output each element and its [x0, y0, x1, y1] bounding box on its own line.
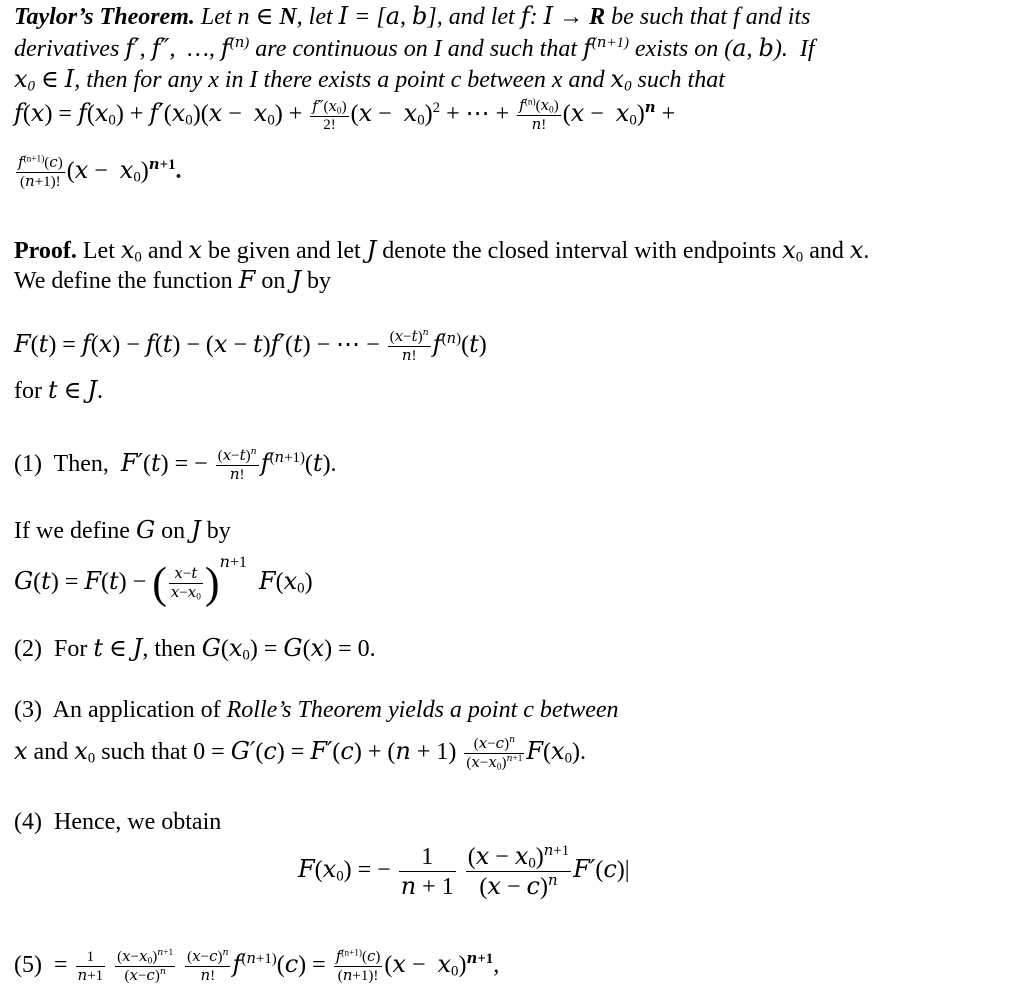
fraction-step5-b: $\frac{(x-x_0)^{n+1}}{(x-c)^n}$: [117, 947, 174, 984]
taylor-formula-line-1: $f(x) = f(x_0) + f'(x_0)(x - x_0)$ + $\frac{f''(x_0)}{2!}$ $(x - x_0)^2$ + ⋯ + $\frac{f^{(n)}(x_0)}{n!}$ $(x - x_0)^n$ +: [14, 96, 676, 133]
step-3-line-2: x and $x_0$ such that 0 = G′(c) = F′(c) + (n + 1) $\frac{(x-c)^n}{(x-x_0)^{n+1}}$ $F(x_0)$.: [14, 734, 587, 773]
G-intro: If we define G on J by: [14, 516, 231, 544]
step-1: (1) Then, F′(t) = − $\frac{(x-t)^n}{n!}$ $f^{(n+1)}(t)$.: [14, 446, 337, 483]
fraction-nth-derivative: $\frac{f^{(n)}(x_0)}{n!}$: [519, 96, 559, 133]
fraction-step5-a: $\frac{1}{n+1}$: [77, 948, 104, 984]
step-4-equation: $F(x_0)$ = − $\frac{1}{n + 1}$ $\frac{(x - x_0)^{n+1}}{(x - c)^n}$ F′(c)|: [298, 841, 630, 900]
theorem-line-1: Taylor’s Theorem. Let n ∈ N, let I = [a, b], and let f: I → R be such that f and its: [14, 2, 811, 30]
G-definition: G(t) = F(t) − ( $\frac{x-t}{x-x_0}$ )$^{n+1}$ $F(x_0)$: [14, 552, 313, 608]
fraction-step5-c: $\frac{(x-c)^n}{n!}$: [187, 947, 229, 984]
step-5: (5) = $\frac{1}{n+1}$ $\frac{(x-x_0)^{n+1}}{(x-c)^n}$ $\frac{(x-c)^n}{n!}$ $f^{(n+1)}(c)$ = $\frac{f^{(n+1)}(c)}{(n+1)!}$ $(x - x_0)^{n+1}$,: [14, 947, 500, 984]
step-4-intro: (4) Hence, we obtain: [14, 809, 222, 835]
step-3-line-1: (3) An application of Rolle’s Theorem yields a point c between: [14, 697, 619, 723]
taylor-formula-line-2: $\frac{f^{(n+1)}(c)}{(n+1)!}$ $(x - x_0)^{n+1}$.: [18, 153, 182, 190]
proof-intro-line-2: We define the function F on J by: [14, 266, 331, 294]
theorem-line-2: derivatives f′, f″, …, $f^{(n)}$ are continuous on I and such that $f^{(n+1)}$ exists on (a, b). If: [14, 33, 815, 62]
step-2: (2) For t ∈ J, then $G(x_0) = G(x) = 0$.: [14, 634, 376, 664]
F-definition: F(t) = f(x) − f(t) − (x − t)f′(t) − ⋯ − $\frac{(x-t)^n}{n!}$ $f^{(n)}(t)$: [14, 327, 487, 364]
fraction-step4-b: $\frac{(x - x_0)^{n+1}}{(x - c)^n}$: [467, 841, 570, 900]
fraction-step5-d: $\frac{f^{(n+1)}(c)}{(n+1)!}$: [335, 947, 381, 984]
fraction-step3: $\frac{(x-c)^n}{(x-x_0)^{n+1}}$: [466, 734, 523, 773]
for-t-in-J: for t ∈ J.: [14, 376, 104, 404]
fraction-G-ratio: $\frac{x-t}{x-x_0}$: [170, 563, 201, 603]
fraction-second-derivative: $\frac{f''(x_0)}{2!}$: [312, 96, 347, 133]
fraction-step1: $\frac{(x-t)^n}{n!}$: [217, 446, 257, 483]
proof-intro-line-1: Proof. Let $x_0$ and x be given and let J denote the closed interval with endpoints $x_0$ and x.: [14, 236, 870, 266]
fraction-step4-a: $\frac{1}{n + 1}$: [400, 843, 454, 900]
fraction-F-term: $\frac{(x-t)^n}{n!}$: [389, 327, 429, 364]
theorem-line-3: $x_0$ ∈ I, then for any x in I there exists a point c between x and $x_0$ such that: [14, 65, 725, 95]
fraction-remainder: $\frac{f^{(n+1)}(c)}{(n+1)!}$: [18, 153, 63, 190]
theorem-title: Taylor’s Theorem.: [14, 4, 195, 30]
proof-label: Proof.: [14, 238, 77, 264]
